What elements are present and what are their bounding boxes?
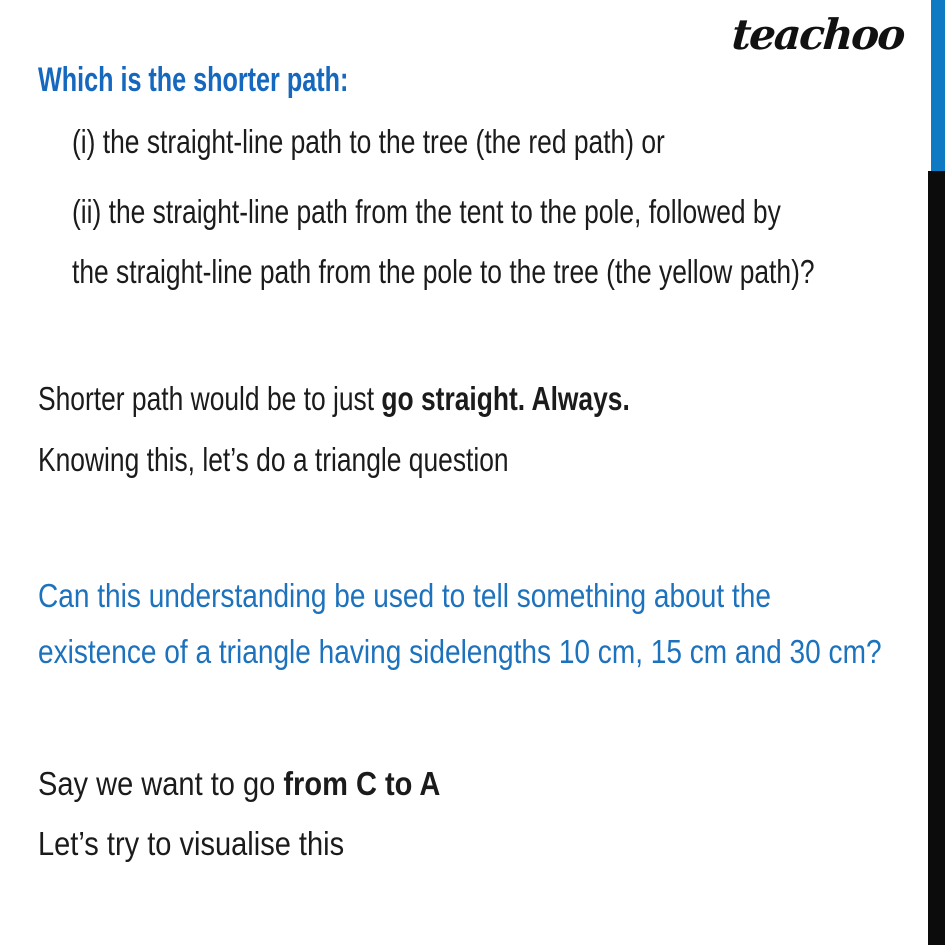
- question-heading: Which is the shorter path:: [38, 61, 349, 99]
- question-line2: existence of a triangle having sidelengths 10 cm, 15 cm and 30 cm?: [38, 633, 882, 670]
- teachoo-logo: teachoo: [729, 10, 905, 59]
- option-ii-line2: the straight-line path from the pole to the tree (the yellow path)?: [72, 253, 815, 290]
- accent-bar-black: [928, 171, 945, 945]
- visualise-line: Let’s try to visualise this: [38, 825, 345, 862]
- option-ii-line1: (ii) the straight-line path from the tent to the pole, followed by: [72, 193, 781, 230]
- option-i-text: (i) the straight-line path to the tree (the red path) or: [72, 123, 665, 160]
- knowing-line: Knowing this, let’s do a triangle question: [38, 441, 509, 478]
- goal-bold: from C to A: [283, 765, 441, 802]
- question-line1: Can this understanding be used to tell something about the: [38, 577, 771, 614]
- statement-line: [38, 379, 630, 419]
- statement-prefix: Shorter path would be to just: [38, 380, 382, 417]
- accent-bar-blue: [931, 0, 945, 171]
- statement-bold: go straight. Always.: [381, 380, 630, 417]
- goal-line: [38, 764, 440, 804]
- goal-prefix: Say we want to go: [38, 765, 284, 802]
